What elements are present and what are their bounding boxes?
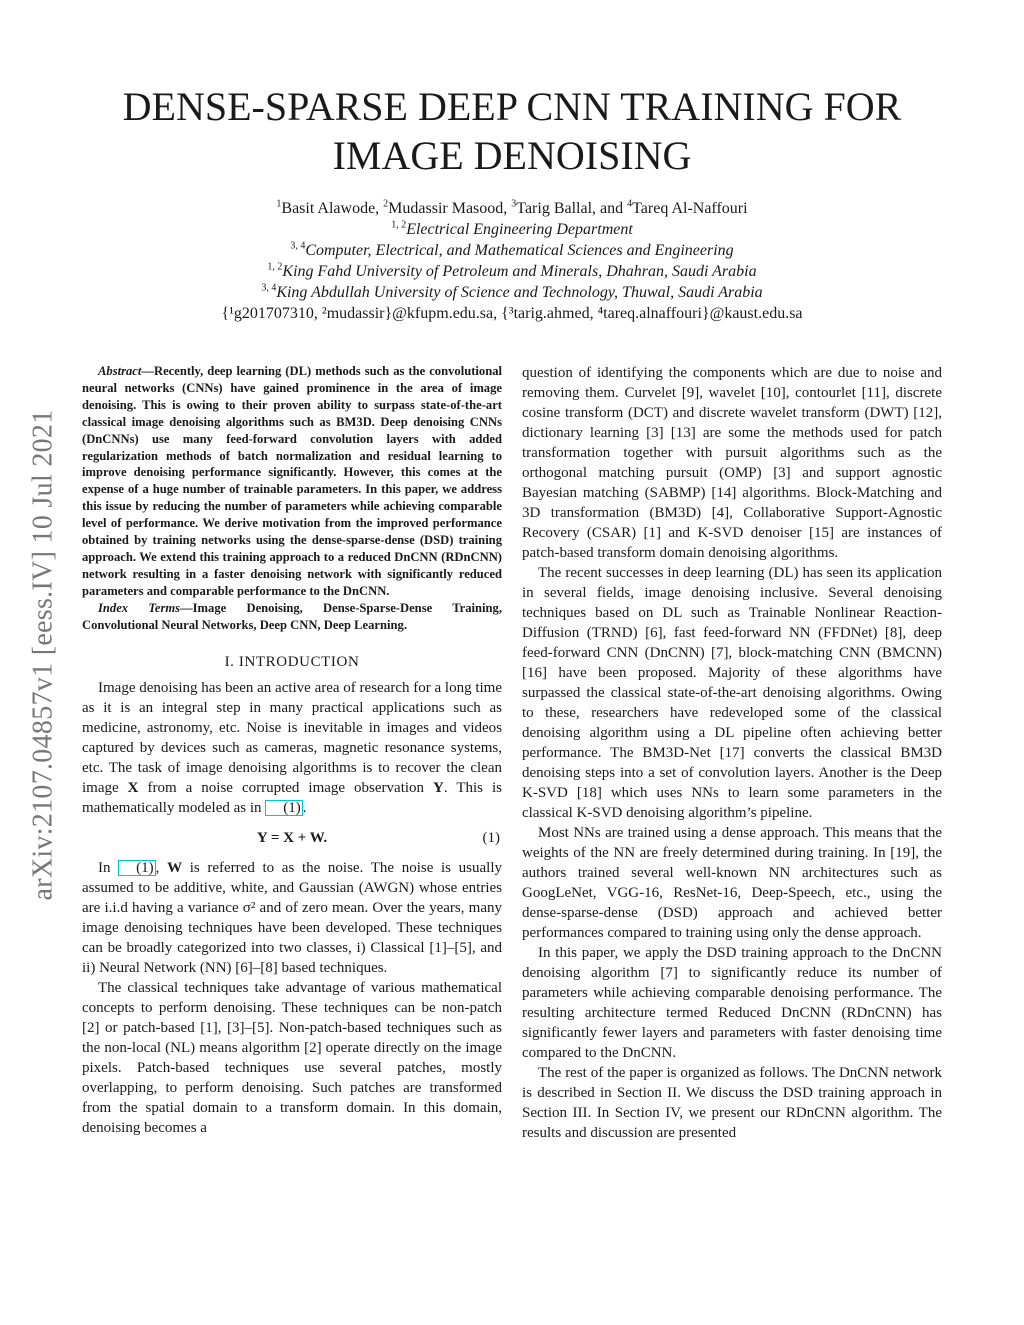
arxiv-stamp-text: arXiv:2107.04857v1 [eess.IV] 10 Jul 2021	[28, 409, 59, 901]
intro-paragraph-1: Image denoising has been an active area of research for a long time as it is an integral step in many practical applications such as medicine, astronomy, etc. Noise is inevitable in images and videos captured by devices such as cameras, magnetic resonance systems, etc. The task of image denoising algorithms is to recover the clean image X from a noise corrupted image observation Y. This is mathematically modeled as in (1) .	[82, 679, 503, 816]
affiliation-2: $^{3, 4}$Computer, Electrical, and Mathematical Sciences and Engineering	[290, 240, 734, 259]
left-column	[82, 363, 502, 1138]
right-paragraph-4: In this paper, we apply the DSD training approach to the DnCNN denoising algorithm [7] to significantly reduce its number of parameters while achieving comparable denoising performance. The resulting architecture termed Reduced DnCNN (RDnCNN) has significantly fewer layers and parameters with faster denoising time compared to the DnCNN.	[522, 945, 942, 1061]
right-paragraph-2: The recent successes in deep learning (DL) has seen its application in several fields, image denoising inclusive. Several denoising techniques based on DL such as Trainable Nonlinear Reaction-Diffusion (TRND) [6], fast feed-forward NN (FFDNet) [8], deep feed-forward CNN (DnCNN) [7], block-matching CNN (BMCNN) [16] have been proposed. Majority of these algorithms have surpassed the classical state-of-the-art denoising algorithms. Owing to these, researchers have redeveloped some of the classical denoising algorithm using a DL pipeline often achieving better performance. The BM3D-Net [17] converts the classical BM3D denoising steps into a set of convolution layers. Another is the Deep K-SVD [18] which uses NNs to learn some parameters in the classical K-SVD denoising algorithm’s pipeline.	[522, 565, 942, 821]
equation-ref-link[interactable]: (1)	[265, 800, 303, 816]
title-line-2: IMAGE DENOISING	[332, 133, 692, 178]
affiliation-3: $^{1, 2}$King Fahd University of Petroleum and Minerals, Dhahran, Saudi Arabia	[267, 261, 757, 280]
affiliation-1: $^{1, 2}$Electrical Engineering Department	[391, 219, 633, 238]
index-terms: Index Terms—Image Denoising, Dense-Sparse-Dense Training, Convolutional Neural Networks, Deep CNN, Deep Learning.	[82, 600, 502, 632]
affiliation-4: $^{3, 4}$King Abdullah University of Science and Technology, Thuwal, Saudi Arabia	[261, 282, 763, 301]
title-line-1: DENSE-SPARSE DEEP CNN TRAINING FOR	[122, 84, 902, 129]
paper-title	[100, 82, 924, 180]
equation-1	[82, 818, 502, 858]
equation-number: (1)	[482, 829, 500, 846]
right-paragraph-5: The rest of the paper is organized as follows. The DnCNN network is described in Section II. We discuss the DSD training approach in Section III. In Section IV, we present our RDnCNN algorithm. The results and discussion are presented	[522, 1065, 942, 1141]
right-paragraph-1: question of identifying the components which are due to noise and removing them. Curvelet [9], wavelet [10], contourlet [11], discrete cosine transform (DCT) and discrete wavelet transform (DWT) [12], dictionary learning [3] [13] are some the methods used for patch transformation together with pursuit algorithms such as the orthogonal matching pursuit (OMP) [3] and support agnostic Bayesian matching (SABMP) [14] algorithms. Block-Matching and 3D transformation (BM3D) [4], Collaborative Support-Agnostic Recovery (CSAR) [1] and K-SVD denoiser [15] are instances of patch-based transform domain denoising algorithms.	[522, 365, 942, 561]
equation-expression: Y = X + W.	[256, 829, 328, 846]
intro-paragraph-3: The classical techniques take advantage of various mathematical concepts to perform denoising. These techniques can be non-patch [2] or patch-based [1], [3]–[5]. Non-patch-based techniques such as the non-local (NL) means algorithm [2] operate directly on the image pixels. Patch-based techniques use several patches, mostly overlapping, to perform denoising. Such patches are transformed from the spatial domain to a transform domain. In this domain, denoising becomes a	[82, 979, 502, 1136]
author-emails: {¹g201707310, ²mudassir}@kfupm.edu.sa, {³tarig.ahmed, ⁴tareq.alnaffouri}@kaust.edu.sa	[221, 305, 803, 322]
right-column	[522, 363, 942, 1143]
abstract: Abstract—Recently, deep learning (DL) methods such as the convolutional neural networks (CNNs) have gained prominence in the area of image denoising. This is owing to their proven ability to surpass state-of-the-art classical image denoising algorithms such as BM3D. Deep denoising CNNs (DnCNNs) use many feed-forward convolution layers with added regularization methods of batch normalization and residual learning to improve denoising performance significantly. However, this comes at the expense of a huge number of trainable parameters. In this paper, we address this issue by reducing the number of parameters while achieving comparable level of performance. We derive motivation from the improved performance obtained by training networks using the dense-sparse-dense (DSD) training approach. We extend this training approach to a reduced DnCNN (RDnCNN) network resulting in a faster denoising network with significantly reduced parameters and comparable performance to the DnCNN.	[82, 364, 502, 598]
right-paragraph-3: Most NNs are trained using a dense approach. This means that the weights of the NN are freely determined during training. In [19], the authors trained several well-known NN architectures such as GoogLeNet, VGG-16, ResNet-16, Deep-Speech, etc., using the dense-sparse-dense (DSD) approach and achieved better performances compared to training using only the dense approach.	[522, 825, 942, 941]
intro-paragraph-2: In (1) , W is referred to as the noise. The noise is usually assumed to be additive, white, and Gaussian (AWGN) whose entries are i.i.d having a variance σ² and of zero mean. Over the years, many image denoising techniques have been developed. These techniques can be broadly categorized into two classes, i) Classical [1]–[5], and ii) Neural Network (NN) [6]–[8] based techniques.	[82, 859, 503, 976]
section-heading-introduction: I. INTRODUCTION	[224, 653, 360, 670]
equation-ref-link[interactable]: (1)	[118, 860, 156, 876]
arxiv-stamp	[24, 355, 64, 955]
author-names: $^1$Basit Alawode, $^2$Mudassir Masood, $^3$Tarig Ballal, and $^4$Tareq Al-Naffouri	[276, 198, 748, 217]
author-block	[100, 198, 924, 324]
